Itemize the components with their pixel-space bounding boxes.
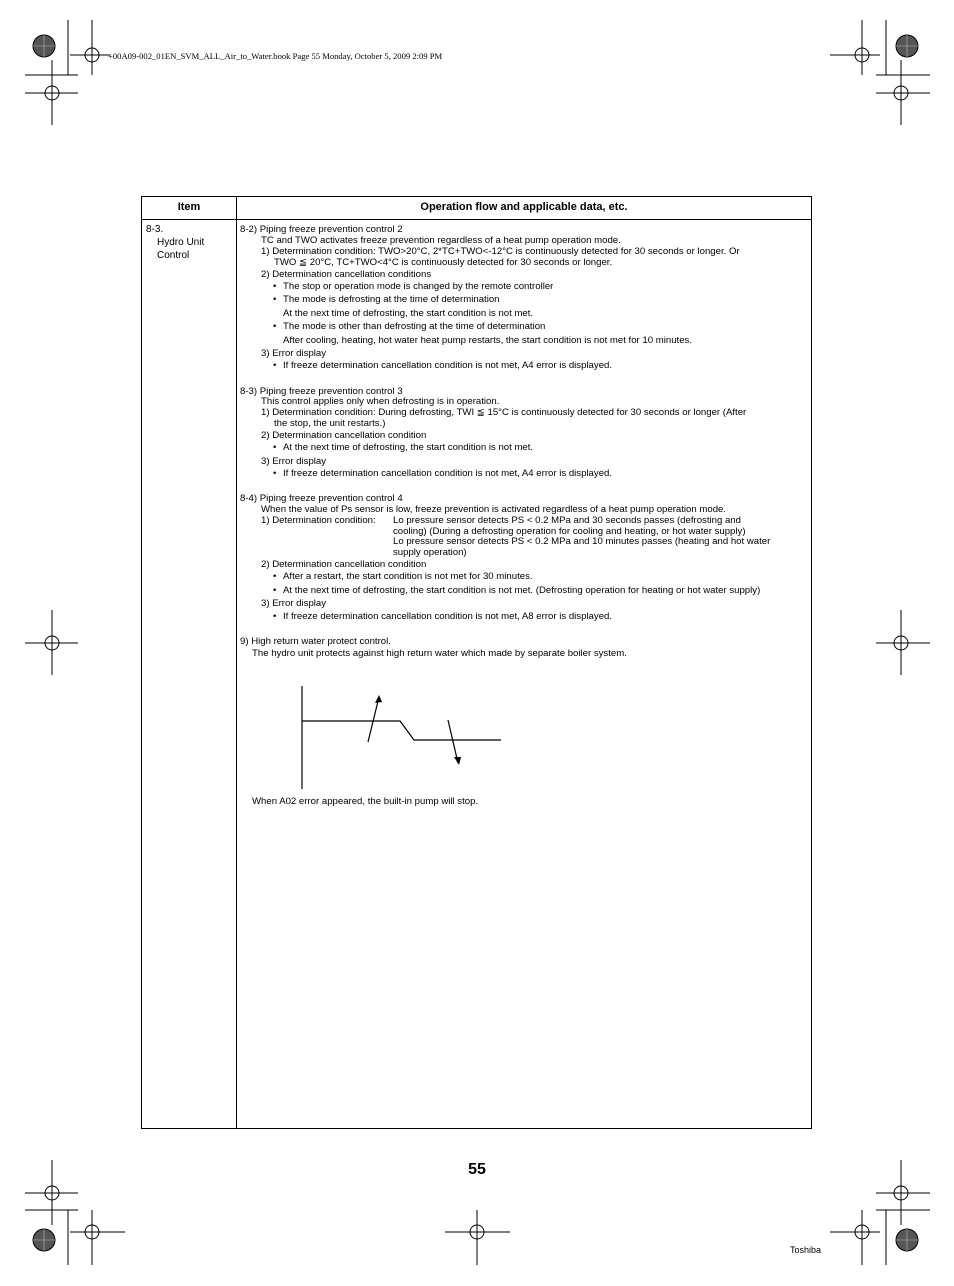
section-8-4-intro: When the value of Ps sensor is low, freeze prevention is activated regardless of a heat pump operation mode. [261,504,727,515]
section-8-2-condition-2: 2) Determination cancellation conditions [261,269,432,280]
section-8-3-title: 8-3) Piping freeze prevention control 3 [240,386,403,397]
spec-table [141,196,812,1129]
section-9-title: 9) High return water protect control. [240,636,391,647]
graph-threshold-line [302,721,501,740]
print-header: +00A09-002_01EN_SVM_ALL_Air_to_Water.book Page 55 Monday, October 5, 2009 2:09 PM [108,51,443,61]
section-8-4-condition-3: 3) Error display [261,598,327,609]
graph-arrow-down [448,720,458,763]
footer-brand: Toshiba [790,1245,822,1255]
section-8-3-condition-1-cont: the stop, the unit restarts.) [274,418,386,429]
section-8-4-condition-1-line3: Lo pressure sensor detects PS < 0.2 MPa and 10 minutes passes (heating and hot water [393,536,771,547]
arrow-up-head [375,695,382,703]
operation-content [142,197,811,1128]
item-number: 8-3. [146,224,164,235]
section-8-3-bullet-2: • If freeze determination cancellation condition is not met, A4 error is displayed. [283,468,612,479]
section-8-3-condition-1: 1) Determination condition: During defrosting, TWI ≦ 15°C is continuously detected for 30 seconds or longer (After [261,407,747,418]
arrow-down-head [454,757,461,765]
graph-arrow-up [368,697,379,742]
section-8-4-condition-1-line1: Lo pressure sensor detects PS < 0.2 MPa and 30 seconds passes (defrosting and [393,515,741,526]
section-8-2-bullet-2-sub: At the next time of defrosting, the start condition is not met. [283,308,534,319]
item-name-line2: Control [157,250,190,261]
section-8-2-condition-3: 3) Error display [261,348,327,359]
section-8-4-bullet-3: • If freeze determination cancellation condition is not met, A8 error is displayed. [283,611,612,622]
section-8-4-condition-1: 1) Determination condition: [261,515,376,526]
column-header-item: Item [177,201,201,213]
section-8-2-condition-1-cont: TWO ≦ 20°C, TC+TWO<4°C is continuously detected for 30 seconds or longer. [274,257,613,268]
section-8-2-title: 8-2) Piping freeze prevention control 2 [240,224,403,235]
section-8-2-intro: TC and TWO activates freeze prevention regardless of a heat pump operation mode. [261,235,621,246]
section-8-2-bullet-2: • The mode is defrosting at the time of determination [283,294,500,305]
section-8-2-bullet-1: • The stop or operation mode is changed by the remote controller [283,281,553,292]
section-8-3-condition-2: 2) Determination cancellation condition [261,430,427,441]
section-8-4-bullet-2: • At the next time of defrosting, the start condition is not met. (Defrosting operation for heating or hot water supply) [283,585,760,596]
section-8-3-condition-3: 3) Error display [261,456,327,467]
section-8-4-condition-2: 2) Determination cancellation condition [261,559,427,570]
page-number: 55 [468,1161,486,1178]
item-name-line1: Hydro Unit [157,237,205,248]
column-header-operation: Operation flow and applicable data, etc. [420,201,628,213]
section-9-note: When A02 error appeared, the built-in pump will stop. [252,796,479,807]
section-8-4-title: 8-4) Piping freeze prevention control 4 [240,493,403,504]
section-8-2-bullet-3-sub: After cooling, heating, hot water heat pump restarts, the start condition is not met for 10 minutes. [283,335,693,346]
section-9-intro: The hydro unit protects against high return water which made by separate boiler system. [252,648,627,659]
section-8-2-condition-1: 1) Determination condition: TWO>20°C, 2*TC+TWO<-12°C is continuously detected for 30 seconds or longer. Or [261,246,740,257]
section-8-4-condition-1-line2: cooling) (During a defrosting operation for cooling and heating, or hot water supply) [393,526,746,537]
high-return-water-graph [282,681,512,793]
section-8-2-bullet-3: • The mode is other than defrosting at the time of determination [283,321,545,332]
section-8-4-bullet-1: • After a restart, the start condition is not met for 30 minutes. [283,571,533,582]
section-8-3-bullet-1: • At the next time of defrosting, the start condition is not met. [283,442,533,453]
section-8-4-condition-1-line4: supply operation) [393,547,467,558]
section-8-3-intro: This control applies only when defrosting is in operation. [261,396,500,407]
section-8-2-bullet-4: • If freeze determination cancellation condition is not met, A4 error is displayed. [283,360,612,371]
